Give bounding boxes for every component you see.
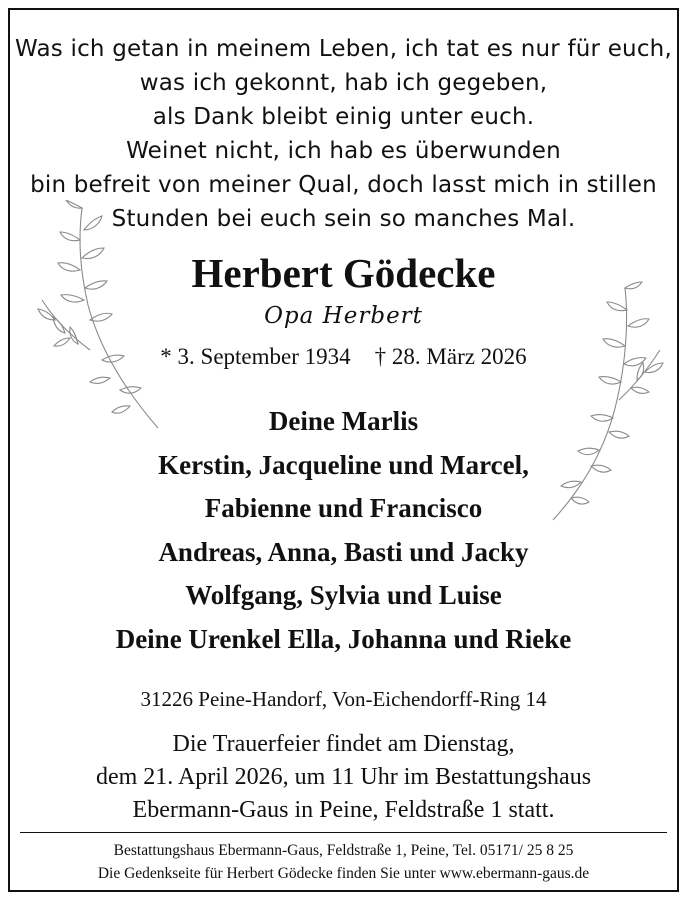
family-address: 31226 Peine-Handorf, Von-Eichendorff-Ring 14 — [140, 687, 547, 711]
death-date: † 28. März 2026 — [374, 344, 527, 369]
deceased-nickname: Opa Herbert — [264, 303, 423, 329]
poem-line: als Dank bleibt einig unter euch. — [152, 104, 535, 130]
deceased-name: Herbert Gödecke — [191, 250, 496, 296]
mourner-line: Deine Marlis — [268, 406, 419, 436]
birth-date: * 3. September 1934 — [160, 344, 351, 369]
obituary-frame — [8, 8, 679, 892]
poem-line: Was ich getan in meinem Leben, ich tat es nur für euch, — [15, 36, 672, 62]
footer — [10, 839, 677, 885]
mourners-list — [10, 400, 677, 661]
service-line: Ebermann-Gaus in Peine, Feldstraße 1 statt. — [132, 797, 555, 823]
mourner-line: Andreas, Anna, Basti und Jacky — [158, 536, 529, 567]
memorial-page-info: Die Gedenkseite für Herbert Gödecke finden Sie unter www.ebermann-gaus.de — [97, 865, 590, 882]
poem-line: was ich gekonnt, hab ich gegeben, — [139, 70, 548, 96]
poem — [10, 32, 677, 236]
mourner-line: Wolfgang, Sylvia und Luise — [185, 580, 502, 610]
footer-divider — [20, 832, 667, 833]
mourner-line: Kerstin, Jacqueline und Marcel, — [158, 449, 529, 480]
funeral-home-info: Bestattungshaus Ebermann-Gaus, Feldstraße 1, Peine, Tel. 05171/ 25 8 25 — [113, 842, 574, 859]
life-dates — [10, 342, 677, 372]
mourner-line: Deine Urenkel Ella, Johanna und Rieke — [115, 623, 572, 654]
poem-line: Weinet nicht, ich hab es überwunden — [126, 138, 561, 164]
service-line: Die Trauerfeier findet am Dienstag, — [172, 731, 515, 757]
mourner-line: Fabienne und Francisco — [204, 493, 483, 523]
funeral-service-info — [10, 728, 677, 827]
poem-line: bin befreit von meiner Qual, doch lasst mich in stillen — [30, 172, 657, 198]
poem-line: Stunden bei euch sein so manches Mal. — [111, 206, 576, 232]
service-line: dem 21. April 2026, um 11 Uhr im Bestattungshaus — [95, 764, 592, 790]
